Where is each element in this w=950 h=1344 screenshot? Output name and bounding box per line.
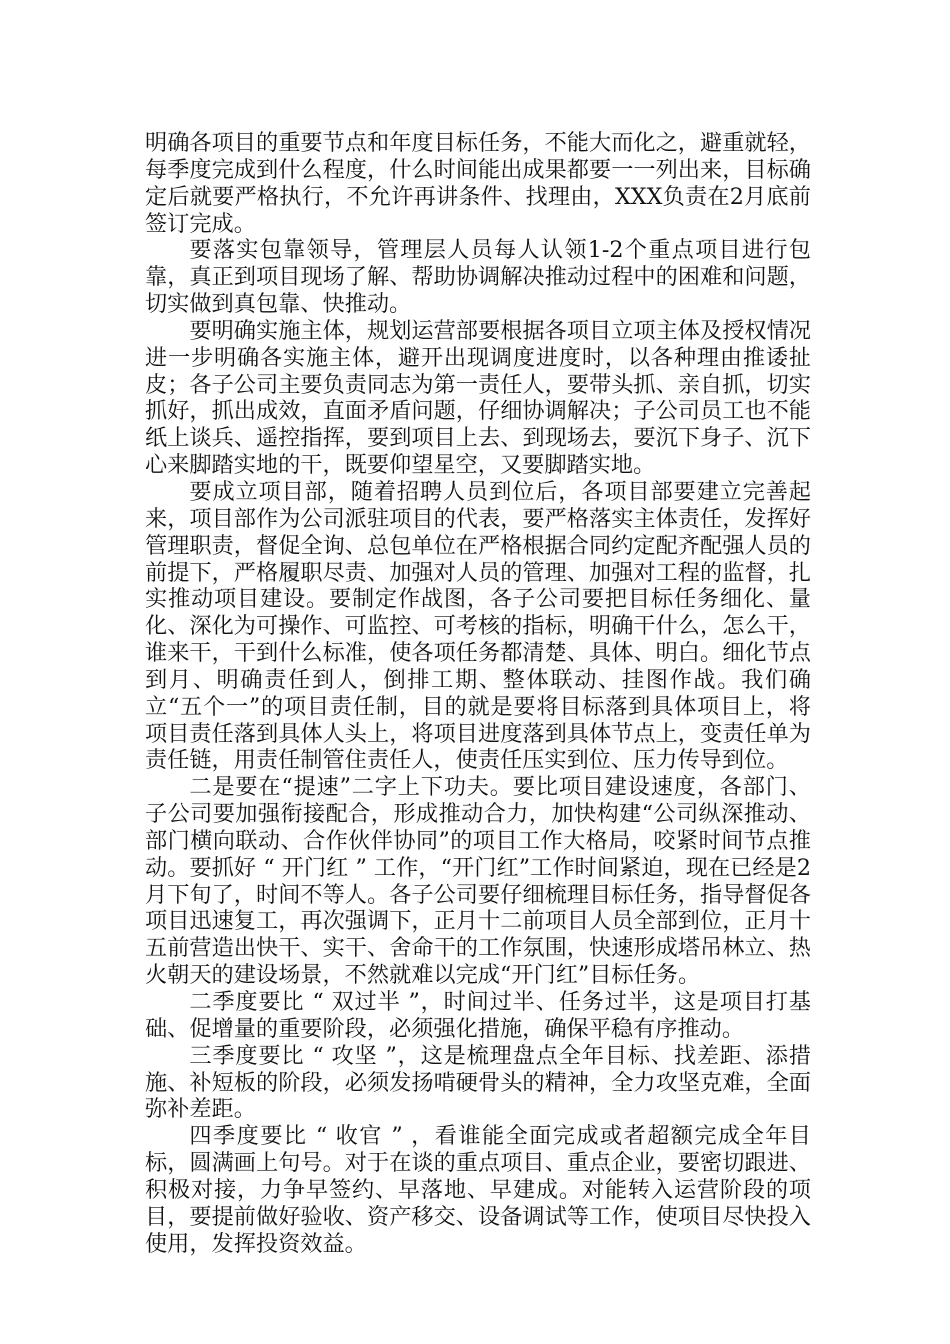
paragraph-8: 四季度要比 “ 收官 ” ，看谁能全面完成或者超额完成全年目标，圆满画上句号。对于在谈的重点项目、重点企业，要密切跟进、积极对接，力争早签约、早落地、早建成。对能转入运营阶段的项目，要提前做好验收、资产移交、设备调试等工作，使项目尽快投入使用，发挥投资效益。 <box>145 1123 811 1257</box>
paragraph-4: 要成立项目部，随着招聘人员到位后，各项目部要建立完善起来，项目部作为公司派驻项目的代表，要严格落实主体责任，发挥好管理职责，督促全询、总包单位在严格根据合同约定配齐配强人员的前提下，严格履职尽责、加强对人员的管理、加强对工程的监督，扎实推动项目建设。要制定作战图，各子公司要把目标任务细化、量化、深化为可操作、可监控、可考核的指标，明确干什么，怎么干，谁来干，干到什么标准，使各项任务都清楚、具体、明白。细化节点到月、明确责任到人，倒排工期、整体联动、挂图作战。我们确立“五个一”的项目责任制，目的就是要将目标落到具体项目上，将项目责任落到具体人头上，将项目进度落到具体节点上，变责任单为责任链，用责任制管住责任人，使责任压实到位、压力传导到位。 <box>145 478 811 774</box>
paragraph-7: 三季度要比 “ 攻坚 ”，这是梳理盘点全年目标、找差距、添措施、补短板的阶段，必须发扬啃硬骨头的精神，全力攻坚克难，全面弥补差距。 <box>145 1042 811 1123</box>
paragraph-6: 二季度要比 “ 双过半 ”，时间过半、任务过半，这是项目打基础、促增量的重要阶段，必须强化措施，确保平稳有序推动。 <box>145 989 811 1042</box>
paragraph-2: 要落实包靠领导，管理层人员每人认领1-2个重点项目进行包靠，真正到项目现场了解、帮助协调解决推动过程中的困难和问题，切实做到真包靠、快推动。 <box>145 237 811 318</box>
paragraph-5: 二是要在“提速”二字上下功夫。要比项目建设速度，各部门、子公司要加强衔接配合，形成推动合力，加快构建“公司纵深推动、部门横向联动、合作伙伴协同”的项目工作大格局，咬紧时间节点推动。要抓好 “ 开门红 ” 工作，“开门红”工作时间紧迫，现在已经是2月下旬了，时间不等人。各子公司要仔细梳理目标任务，指导督促各项目迅速复工，再次强调下，正月十二前项目人员全部到位，正月十五前营造出快干、实干、舍命干的工作氛围，快速形成塔吊林立、热火朝天的建设场景，不然就难以完成“开门红”目标任务。 <box>145 774 811 989</box>
paragraph-1: 明确各项目的重要节点和年度目标任务，不能大而化之，避重就轻，每季度完成到什么程度，什么时间能出成果都要一一列出来，目标确定后就要严格执行，不允许再讲条件、找理由，XXX负责在2月底前签订完成。 <box>145 130 811 237</box>
paragraph-3: 要明确实施主体，规划运营部要根据各项目立项主体及授权情况进一步明确各实施主体，避开出现调度进度时，以各种理由推诿扯皮；各子公司主要负责同志为第一责任人，要带头抓、亲自抓，切实抓好，抓出成效，直面矛盾问题，仔细协调解决；子公司员工也不能纸上谈兵、遥控指挥，要到项目上去、到现场去，要沉下身子、沉下心来脚踏实地的干，既要仰望星空，又要脚踏实地。 <box>145 317 811 479</box>
document-body <box>145 130 811 1257</box>
